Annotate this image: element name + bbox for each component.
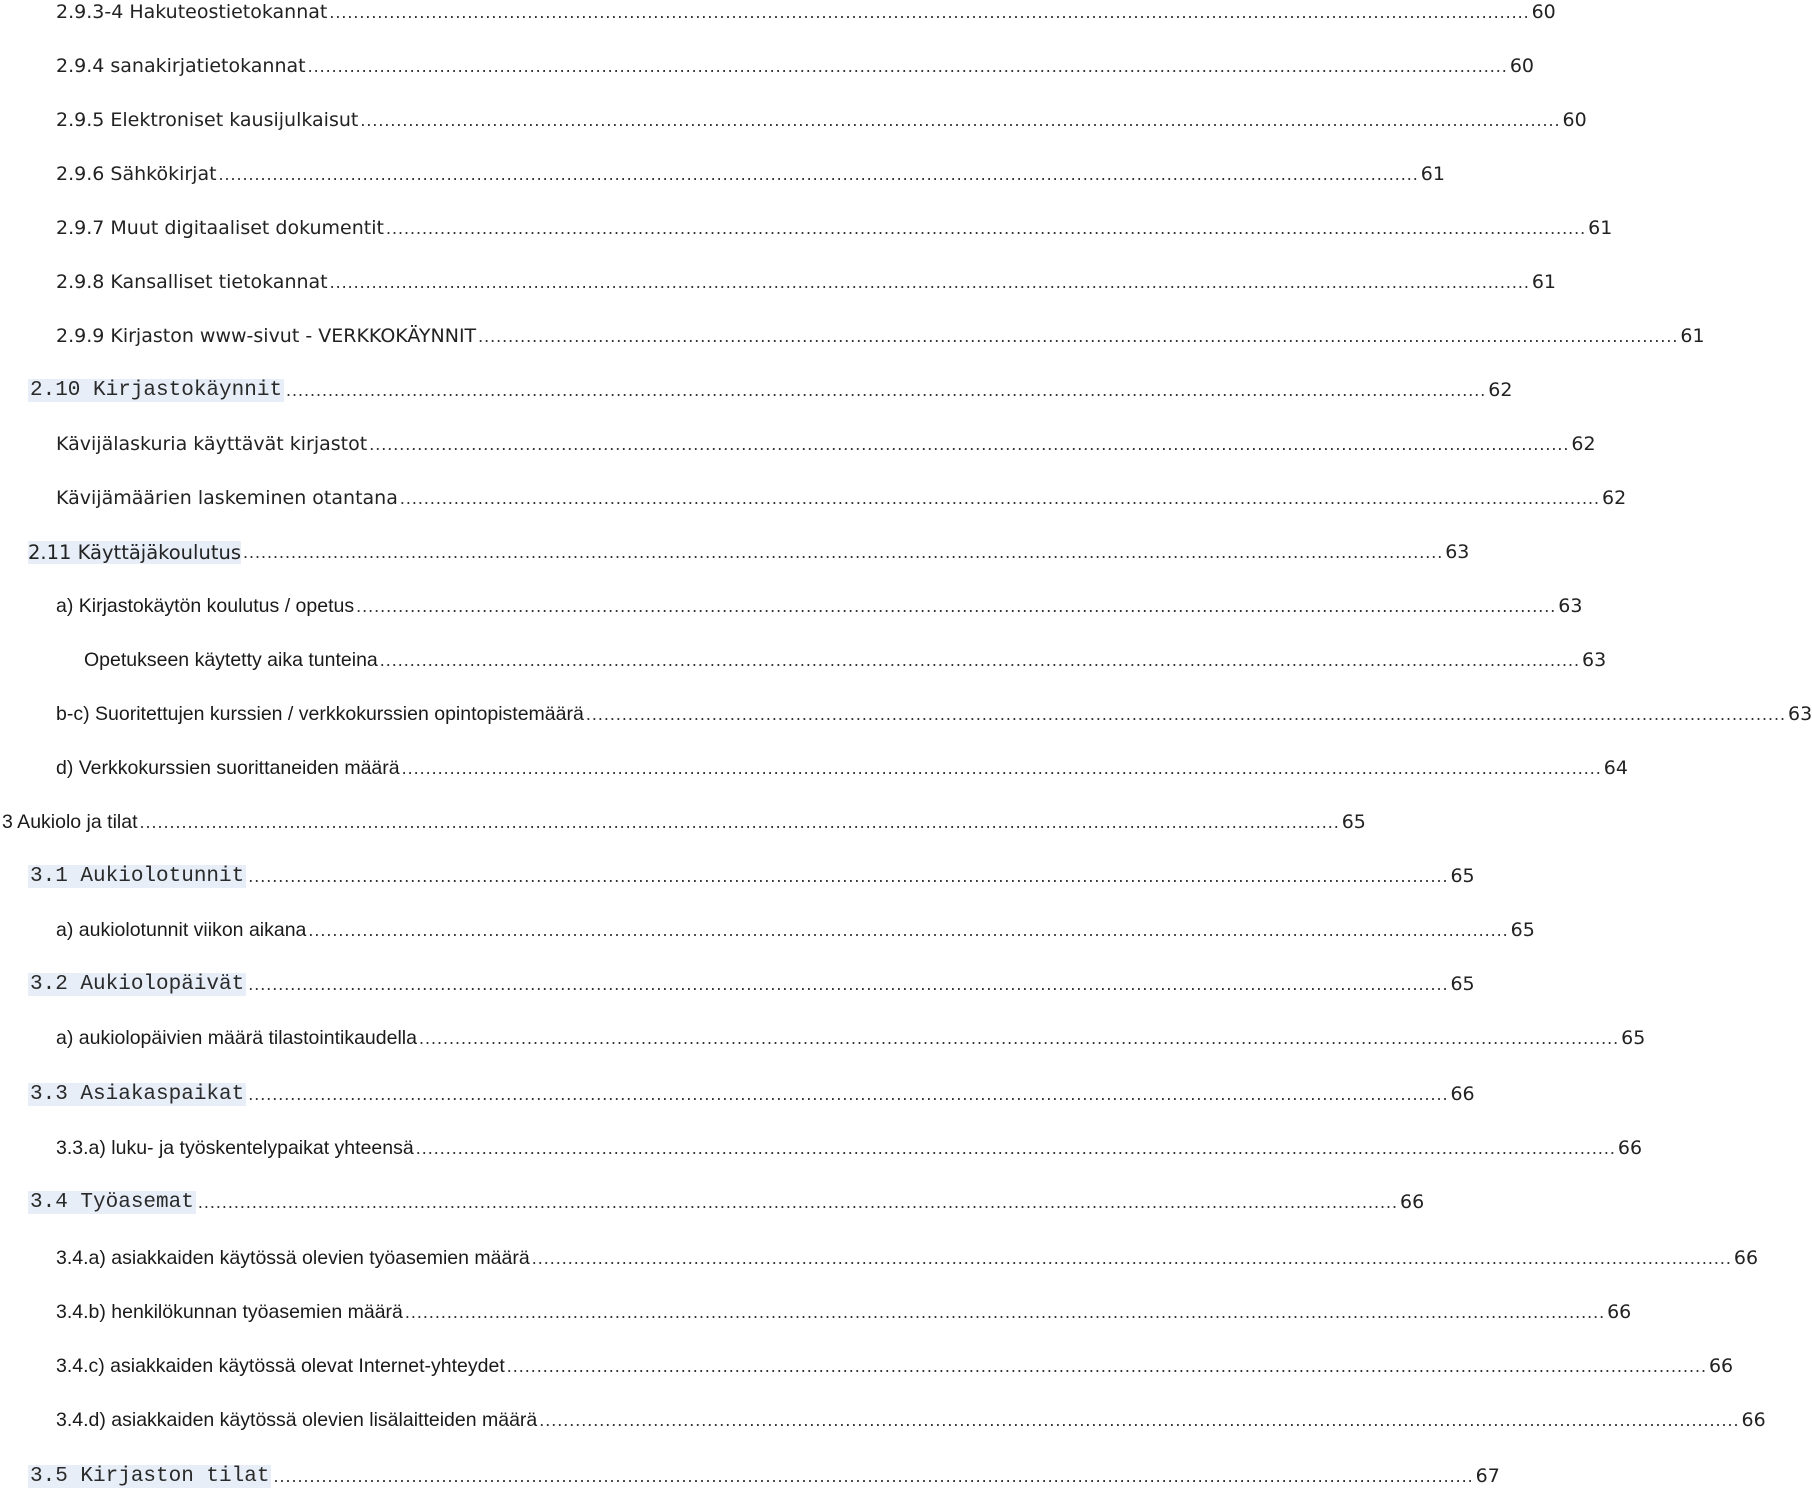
toc-page-number: 66 [1733, 1247, 1759, 1269]
dot-leader: ........................................................................................................................................................................................................ [539, 1409, 1740, 1430]
toc-entry-label: 3.5 Kirjaston tilat [30, 1464, 270, 1488]
dot-leader: ........................................................................................................................................................................................................ [415, 1137, 1616, 1158]
toc-page-number: 62 [1602, 487, 1627, 509]
toc-entry-label: a) aukiolotunnit viikon aikana [56, 918, 307, 941]
toc-page-number: 66 [1741, 1409, 1766, 1431]
dot-leader: ........................................................................................................................................................................................................ [369, 433, 1570, 454]
dot-leader: ........................................................................................................................................................................................................ [399, 487, 1601, 508]
toc-entry-label: 3 Aukiolo ja tilat [2, 810, 138, 833]
toc-entry[interactable] [56, 46, 1534, 86]
toc-entry-label: 2.9.8 Kansalliset tietokannat [56, 271, 328, 293]
toc-entry[interactable] [56, 910, 1535, 950]
toc-entry[interactable] [56, 1018, 1646, 1058]
dot-leader: ........................................................................................................................................................................................................ [418, 1027, 1620, 1048]
dot-leader: ........................................................................................................................................................................................................ [401, 757, 1602, 778]
toc-page-number: 64 [1603, 757, 1628, 779]
toc-entry[interactable] [28, 1074, 1475, 1114]
dot-leader: ........................................................................................................................................................................................................ [506, 1355, 1707, 1376]
toc-page-number: 63 [1581, 649, 1607, 671]
dot-leader: ........................................................................................................................................................................................................ [379, 649, 1580, 670]
toc-entry[interactable] [56, 154, 1445, 194]
toc-entry[interactable] [28, 856, 1475, 896]
toc-entry[interactable] [56, 586, 1583, 626]
toc-entry-label: 2.9.3-4 Hakuteostietokannat [56, 1, 328, 23]
toc-entry-label: 2.9.9 Kirjaston www-sivut - VERKKOKÄYNNIT [56, 325, 477, 347]
dot-leader: ........................................................................................................................................................................................................ [273, 1465, 1474, 1486]
toc-entry-label: 3.3 Asiakaspaikat [30, 1082, 245, 1106]
toc-entry-label: a) aukiolopäivien määrä tilastointikaudella [56, 1026, 417, 1049]
dot-leader: ........................................................................................................................................................................................................ [356, 595, 1557, 616]
toc-entry[interactable] [28, 964, 1475, 1004]
dot-leader: ........................................................................................................................................................................................................ [360, 109, 1561, 130]
toc-entry[interactable] [56, 262, 1557, 302]
toc-entry-label: 2.9.5 Elektroniset kausijulkaisut [56, 109, 359, 131]
toc-entry[interactable] [56, 424, 1596, 464]
toc-entry-label: b-c) Suoritettujen kurssien / verkkokurssien opintopistemäärä [56, 702, 584, 725]
toc-page-number: 62 [1571, 433, 1596, 455]
toc-entry-label: 2.9.7 Muut digitaaliset dokumentit [56, 217, 384, 239]
toc-entry-label: 3.4 Työasemat [30, 1190, 194, 1214]
toc-page-number: 67 [1475, 1465, 1500, 1487]
toc-entry-label: 3.4.c) asiakkaiden käytössä olevat Internet-yhteydet [56, 1354, 505, 1377]
toc-entry-label: Kävijälaskuria käyttävät kirjastot [56, 433, 368, 455]
dot-leader: ........................................................................................................................................................................................................ [307, 55, 1508, 76]
toc-entry-label: 2.11 Käyttäjäkoulutus [28, 540, 241, 564]
toc-page-number: 66 [1400, 1191, 1425, 1213]
toc-entry-label: 2.9.6 Sähkökirjat [56, 163, 217, 185]
toc-page-number: 62 [1488, 379, 1513, 401]
dot-leader: ........................................................................................................................................................................................................ [248, 1083, 1449, 1104]
dot-leader: ........................................................................................................................................................................................................ [478, 325, 1679, 346]
toc-page-number: 61 [1531, 271, 1557, 293]
toc-page-number: 65 [1621, 1027, 1646, 1049]
toc-page-number: 66 [1607, 1301, 1632, 1323]
toc-entry[interactable] [84, 640, 1607, 680]
toc-entry-label: 3.4.b) henkilökunnan työasemien määrä [56, 1300, 403, 1323]
toc-entry[interactable] [56, 1128, 1643, 1168]
dot-leader: ........................................................................................................................................................................................................ [248, 973, 1449, 994]
toc-page-number: 65 [1450, 865, 1475, 887]
toc-entry[interactable] [56, 100, 1587, 140]
toc-entry[interactable] [56, 0, 1556, 32]
toc-page-number: 65 [1341, 811, 1366, 833]
toc-entry[interactable] [56, 316, 1705, 356]
toc-entry-label: 3.4.d) asiakkaiden käytössä olevien lisälaitteiden määrä [56, 1408, 538, 1431]
toc-entry-label: 3.4.a) asiakkaiden käytössä olevien työasemien määrä [56, 1246, 530, 1269]
toc-entry[interactable] [56, 208, 1613, 248]
dot-leader: ........................................................................................................................................................................................................ [308, 919, 1509, 940]
dot-leader: ........................................................................................................................................................................................................ [329, 271, 1530, 292]
toc-entry-label: d) Verkkokurssien suorittaneiden määrä [56, 756, 400, 779]
toc-page-number: 61 [1588, 217, 1613, 239]
toc-entry[interactable] [28, 1182, 1425, 1222]
dot-leader: ........................................................................................................................................................................................................ [248, 865, 1449, 886]
toc-entry-label: 3.3.a) luku- ja työskentelypaikat yhteensä [56, 1136, 414, 1159]
toc-page-number: 60 [1531, 1, 1556, 23]
dot-leader: ........................................................................................................................................................................................................ [286, 379, 1487, 400]
toc-entry[interactable] [56, 1238, 1759, 1278]
toc-entry[interactable] [28, 370, 1513, 410]
dot-leader: ........................................................................................................................................................................................................ [404, 1301, 1606, 1322]
dot-leader: ........................................................................................................................................................................................................ [243, 541, 1444, 562]
toc-entry-label: 2.9.4 sanakirjatietokannat [56, 55, 306, 77]
toc-page-number: 60 [1562, 109, 1587, 131]
toc-entry[interactable] [56, 1346, 1734, 1386]
dot-leader: ........................................................................................................................................................................................................ [139, 811, 1340, 832]
dot-leader: ........................................................................................................................................................................................................ [531, 1247, 1732, 1268]
toc-page-number: 65 [1510, 919, 1535, 941]
toc-entry[interactable] [56, 1292, 1632, 1332]
toc-entry[interactable] [28, 532, 1470, 572]
toc-page-number: 66 [1450, 1083, 1475, 1105]
toc-page-number: 63 [1558, 595, 1583, 617]
dot-leader: ........................................................................................................................................................................................................ [218, 163, 1419, 184]
toc-entry[interactable] [28, 1456, 1500, 1496]
toc-page-number: 60 [1509, 55, 1534, 77]
toc-entry-label: a) Kirjastokäytön koulutus / opetus [56, 594, 355, 617]
dot-leader: ........................................................................................................................................................................................................ [385, 217, 1587, 238]
toc-page-number: 61 [1420, 163, 1445, 185]
toc-entry-label: 3.2 Aukiolopäivät [30, 972, 245, 996]
toc-entry[interactable] [56, 1400, 1766, 1440]
toc-entry[interactable] [56, 478, 1627, 518]
toc-entry-label: Opetukseen käytetty aika tunteina [84, 648, 378, 671]
toc-page-number: 61 [1680, 325, 1705, 347]
toc-page-number: 66 [1708, 1355, 1734, 1377]
dot-leader: ........................................................................................................................................................................................................ [197, 1191, 1399, 1212]
toc-entry[interactable] [56, 748, 1628, 788]
toc-entry[interactable] [56, 694, 1812, 734]
toc-page-number: 66 [1617, 1137, 1643, 1159]
toc-entry[interactable] [2, 802, 1366, 842]
toc-page-number: 63 [1445, 541, 1470, 563]
toc-entry-label: Kävijämäärien laskeminen otantana [56, 487, 398, 509]
toc-page-number: 63 [1788, 703, 1812, 725]
dot-leader: ........................................................................................................................................................................................................ [329, 1, 1530, 22]
dot-leader: ........................................................................................................................................................................................................ [585, 703, 1787, 724]
toc-entry-label: 3.1 Aukiolotunnit [30, 864, 245, 888]
toc-page-number: 65 [1450, 973, 1475, 995]
toc-entry-label: 2.10 Kirjastokäynnit [30, 378, 283, 402]
